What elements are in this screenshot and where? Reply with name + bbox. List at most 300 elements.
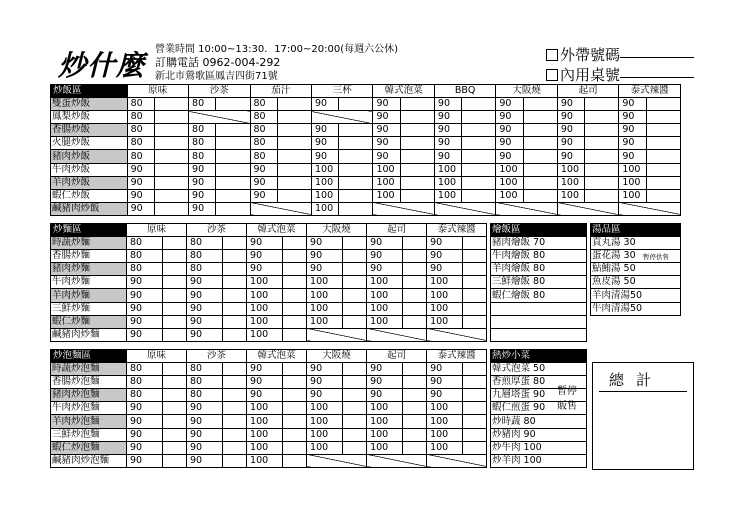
quantity-cell[interactable] [163, 237, 187, 250]
quantity-cell[interactable] [463, 428, 487, 441]
quantity-cell[interactable] [163, 415, 187, 428]
side-item[interactable]: 香煎厚蛋 80 [491, 376, 587, 389]
price-cell: 100 [367, 302, 403, 315]
quantity-cell[interactable] [163, 302, 187, 315]
price-cell: 90 [127, 289, 163, 302]
price-cell: 90 [189, 163, 216, 176]
price-cell: 90 [496, 98, 523, 111]
quantity-cell[interactable] [223, 389, 247, 402]
price-cell: 100 [247, 441, 283, 454]
unavailable-cell [427, 328, 487, 341]
price-cell: 90 [427, 250, 463, 263]
unavailable-cell [311, 111, 372, 124]
quantity-cell[interactable] [400, 137, 434, 150]
quantity-cell[interactable] [154, 98, 188, 111]
side-row [591, 263, 681, 276]
menu-row [51, 137, 681, 150]
quantity-cell[interactable] [154, 176, 188, 189]
unavailable-cell [367, 328, 427, 341]
quantity-cell[interactable] [403, 276, 427, 289]
quantity-cell[interactable] [462, 150, 496, 163]
quantity-cell[interactable] [343, 376, 367, 389]
quantity-cell[interactable] [585, 163, 619, 176]
price-cell: 90 [307, 237, 343, 250]
quantity-cell[interactable] [343, 428, 367, 441]
quantity-cell[interactable] [163, 263, 187, 276]
quantity-cell[interactable] [343, 363, 367, 376]
quantity-cell[interactable] [646, 98, 680, 111]
price-cell: 80 [187, 376, 223, 389]
price-cell: 80 [127, 150, 154, 163]
price-cell: 100 [367, 289, 403, 302]
quantity-cell[interactable] [283, 237, 307, 250]
quantity-cell[interactable] [585, 150, 619, 163]
quantity-cell[interactable] [523, 124, 557, 137]
quantity-cell[interactable] [343, 289, 367, 302]
quantity-cell[interactable] [283, 428, 307, 441]
quantity-cell[interactable] [223, 415, 247, 428]
price-cell: 100 [307, 441, 343, 454]
price-cell: 100 [367, 402, 403, 415]
price-cell: 90 [373, 137, 400, 150]
quantity-cell[interactable] [403, 237, 427, 250]
quantity-cell[interactable] [523, 137, 557, 150]
empty-row [491, 328, 587, 341]
quantity-cell[interactable] [339, 189, 373, 202]
quantity-cell[interactable] [462, 137, 496, 150]
unavailable-cell [496, 202, 557, 215]
quantity-cell[interactable] [403, 389, 427, 402]
side-row [591, 302, 681, 315]
quantity-cell[interactable] [277, 150, 311, 163]
takeout-number [546, 44, 694, 65]
quantity-cell[interactable] [223, 428, 247, 441]
side-row [491, 315, 587, 328]
menu-row [51, 389, 487, 402]
price-cell: 100 [307, 276, 343, 289]
side-item[interactable]: 九層塔蛋 90 [491, 389, 587, 402]
quantity-cell[interactable] [216, 137, 250, 150]
quantity-cell[interactable] [283, 250, 307, 263]
quantity-cell[interactable] [403, 441, 427, 454]
price-cell: 100 [247, 276, 283, 289]
item-name: 香腸炒泡麵 [51, 376, 127, 389]
quantity-cell[interactable] [463, 263, 487, 276]
soup-suspend-note: 暫停供售 [643, 253, 669, 261]
price-cell: 80 [127, 237, 163, 250]
quantity-cell[interactable] [462, 163, 496, 176]
side-row [491, 276, 587, 289]
price-cell: 90 [557, 150, 584, 163]
item-name: 豬肉炒泡麵 [51, 389, 127, 402]
quantity-cell[interactable] [163, 376, 187, 389]
price-cell: 90 [557, 98, 584, 111]
item-name: 香腸炒飯 [51, 124, 128, 137]
quantity-cell[interactable] [277, 189, 311, 202]
price-cell: 100 [311, 202, 338, 215]
quantity-cell[interactable] [343, 315, 367, 328]
quantity-cell[interactable] [403, 428, 427, 441]
quantity-cell[interactable] [462, 176, 496, 189]
unavailable-cell [189, 111, 250, 124]
quantity-cell[interactable] [277, 124, 311, 137]
flavor-header: 原味 [127, 224, 187, 237]
price-cell: 80 [250, 124, 277, 137]
quantity-cell[interactable] [163, 389, 187, 402]
quantity-cell[interactable] [646, 150, 680, 163]
quantity-cell[interactable] [283, 315, 307, 328]
quantity-cell[interactable] [585, 111, 619, 124]
item-name: 牛肉炒麵 [51, 276, 127, 289]
price-cell: 100 [247, 315, 283, 328]
price-cell: 100 [434, 189, 461, 202]
quantity-cell[interactable] [223, 276, 247, 289]
item-name: 蝦仁炒飯 [51, 189, 128, 202]
price-cell: 100 [367, 428, 403, 441]
quantity-cell[interactable] [339, 202, 373, 215]
price-cell: 90 [496, 150, 523, 163]
quantity-cell[interactable] [223, 363, 247, 376]
price-cell: 90 [496, 111, 523, 124]
price-cell: 90 [250, 189, 277, 202]
quantity-cell[interactable] [403, 263, 427, 276]
quantity-cell[interactable] [154, 189, 188, 202]
price-cell: 90 [373, 111, 400, 124]
price-cell: 90 [434, 111, 461, 124]
quantity-cell[interactable] [339, 124, 373, 137]
price-cell: 100 [427, 428, 463, 441]
flavor-header: 韓式泡菜 [247, 350, 307, 363]
quantity-cell[interactable] [463, 402, 487, 415]
price-cell: 80 [127, 263, 163, 276]
quantity-cell[interactable] [339, 98, 373, 111]
menu-row [51, 276, 487, 289]
side-item[interactable]: 羊肉燴飯 80 [491, 263, 587, 276]
quantity-cell[interactable] [339, 163, 373, 176]
price-cell: 100 [311, 189, 338, 202]
quantity-cell[interactable] [523, 163, 557, 176]
price-cell: 100 [373, 163, 400, 176]
quantity-cell[interactable] [463, 315, 487, 328]
quantity-cell[interactable] [400, 150, 434, 163]
quantity-cell[interactable] [283, 263, 307, 276]
quantity-cell[interactable] [646, 176, 680, 189]
quantity-cell[interactable] [646, 111, 680, 124]
item-name: 羊肉炒麵 [51, 289, 127, 302]
quantity-cell[interactable] [403, 315, 427, 328]
item-name: 蝦仁炒麵 [51, 315, 127, 328]
quantity-cell[interactable] [283, 302, 307, 315]
side-item[interactable]: 豬肉燴飯 70 [491, 237, 587, 250]
quantity-cell[interactable] [277, 137, 311, 150]
quantity-cell[interactable] [223, 237, 247, 250]
side-item[interactable]: 魚皮湯 50 [591, 276, 681, 289]
quantity-cell[interactable] [343, 250, 367, 263]
menu-row [51, 415, 487, 428]
quantity-cell[interactable] [223, 315, 247, 328]
price-cell: 80 [250, 150, 277, 163]
quantity-cell[interactable] [339, 137, 373, 150]
quantity-cell[interactable] [403, 363, 427, 376]
quantity-cell[interactable] [216, 163, 250, 176]
quantity-cell[interactable] [163, 315, 187, 328]
side-item[interactable]: 三鮮燴飯 80 [491, 276, 587, 289]
price-cell: 90 [373, 150, 400, 163]
item-name: 豬肉炒飯 [51, 150, 128, 163]
menu-row [51, 250, 487, 263]
price-cell: 90 [367, 389, 403, 402]
quantity-cell[interactable] [277, 111, 311, 124]
quantity-cell[interactable] [223, 289, 247, 302]
quantity-cell[interactable] [216, 150, 250, 163]
quantity-cell[interactable] [343, 263, 367, 276]
quantity-cell[interactable] [463, 250, 487, 263]
quantity-cell[interactable] [646, 137, 680, 150]
quantity-cell[interactable] [646, 189, 680, 202]
quantity-cell[interactable] [463, 237, 487, 250]
side-row [591, 289, 681, 302]
quantity-cell[interactable] [216, 98, 250, 111]
quantity-cell[interactable] [163, 428, 187, 441]
quantity-cell[interactable] [163, 454, 187, 467]
quantity-cell[interactable] [400, 189, 434, 202]
quantity-cell[interactable] [463, 441, 487, 454]
flavor-header: 泰式辣醬 [619, 85, 681, 98]
quantity-cell[interactable] [283, 328, 307, 341]
quantity-cell[interactable] [277, 163, 311, 176]
price-cell: 100 [373, 189, 400, 202]
quantity-cell[interactable] [585, 189, 619, 202]
side-suspend-note: 暫停販售 [557, 386, 577, 412]
quantity-cell[interactable] [223, 302, 247, 315]
quantity-cell[interactable] [523, 111, 557, 124]
price-cell: 90 [127, 328, 163, 341]
quantity-cell[interactable] [283, 454, 307, 467]
quantity-cell[interactable] [343, 415, 367, 428]
quantity-cell[interactable] [216, 176, 250, 189]
menu-row [51, 302, 487, 315]
quantity-cell[interactable] [585, 124, 619, 137]
takeout-checkbox[interactable] [546, 49, 558, 61]
price-cell: 100 [427, 441, 463, 454]
price-cell: 100 [427, 289, 463, 302]
price-cell: 100 [434, 163, 461, 176]
price-cell: 90 [187, 454, 223, 467]
quantity-cell[interactable] [163, 328, 187, 341]
quantity-cell[interactable] [403, 415, 427, 428]
quantity-cell[interactable] [163, 289, 187, 302]
quantity-cell[interactable] [216, 189, 250, 202]
price-cell: 80 [189, 150, 216, 163]
quantity-cell[interactable] [403, 250, 427, 263]
quantity-cell[interactable] [223, 454, 247, 467]
price-cell: 100 [557, 163, 584, 176]
quantity-cell[interactable] [646, 124, 680, 137]
quantity-cell[interactable] [463, 389, 487, 402]
quantity-cell[interactable] [403, 376, 427, 389]
quantity-cell[interactable] [154, 163, 188, 176]
dinein-blank [620, 64, 694, 78]
price-cell: 80 [127, 363, 163, 376]
quantity-cell[interactable] [403, 302, 427, 315]
quantity-cell[interactable] [585, 98, 619, 111]
quantity-cell[interactable] [400, 98, 434, 111]
price-cell: 90 [427, 237, 463, 250]
quantity-cell[interactable] [154, 124, 188, 137]
quantity-cell[interactable] [163, 276, 187, 289]
side-item[interactable]: 羊肉清湯50 [591, 289, 681, 302]
quantity-cell[interactable] [343, 237, 367, 250]
quantity-cell[interactable] [163, 402, 187, 415]
price-cell: 90 [127, 454, 163, 467]
price-cell: 90 [557, 137, 584, 150]
quantity-cell[interactable] [339, 150, 373, 163]
side-item[interactable]: 炒時蔬 80 [491, 415, 587, 428]
quantity-cell[interactable] [223, 263, 247, 276]
quantity-cell[interactable] [463, 302, 487, 315]
price-cell: 80 [250, 137, 277, 150]
price-cell: 90 [427, 263, 463, 276]
quantity-cell[interactable] [463, 376, 487, 389]
quantity-cell[interactable] [400, 111, 434, 124]
quantity-cell[interactable] [400, 163, 434, 176]
quantity-cell[interactable] [463, 363, 487, 376]
quantity-cell[interactable] [283, 276, 307, 289]
quantity-cell[interactable] [523, 98, 557, 111]
total-box [592, 362, 694, 470]
price-cell: 80 [127, 250, 163, 263]
price-cell: 80 [189, 137, 216, 150]
price-cell: 90 [250, 163, 277, 176]
price-cell: 100 [367, 441, 403, 454]
price-cell: 100 [367, 415, 403, 428]
takeout-blank [620, 44, 694, 58]
quantity-cell[interactable] [223, 402, 247, 415]
quantity-cell[interactable] [154, 150, 188, 163]
flavor-header: 泰式辣醬 [427, 224, 487, 237]
quantity-cell[interactable] [343, 402, 367, 415]
price-cell: 80 [250, 111, 277, 124]
quantity-cell[interactable] [462, 189, 496, 202]
quantity-cell[interactable] [400, 176, 434, 189]
stew-rice-table [490, 223, 587, 342]
side-item[interactable]: 蛋花湯 30 [591, 250, 681, 263]
flavor-header: 起司 [367, 224, 427, 237]
side-item[interactable]: 炒牛肉 100 [491, 441, 587, 454]
side-item[interactable]: 韓式泡菜 50 [491, 363, 587, 376]
price-cell: 100 [311, 163, 338, 176]
quantity-cell[interactable] [462, 124, 496, 137]
quantity-cell[interactable] [154, 202, 188, 215]
quantity-cell[interactable] [403, 289, 427, 302]
quantity-cell[interactable] [283, 376, 307, 389]
quantity-cell[interactable] [523, 150, 557, 163]
quantity-cell[interactable] [283, 389, 307, 402]
quantity-cell[interactable] [223, 328, 247, 341]
quantity-cell[interactable] [154, 111, 188, 124]
quantity-cell[interactable] [216, 202, 250, 215]
menu-row [51, 315, 487, 328]
price-cell: 90 [619, 124, 646, 137]
quantity-cell[interactable] [463, 415, 487, 428]
price-cell: 90 [496, 137, 523, 150]
flavor-header: 沙茶 [187, 350, 247, 363]
price-cell: 100 [619, 163, 646, 176]
quantity-cell[interactable] [163, 363, 187, 376]
quantity-cell[interactable] [585, 176, 619, 189]
quantity-cell[interactable] [223, 441, 247, 454]
quantity-cell[interactable] [523, 176, 557, 189]
price-cell: 100 [496, 163, 523, 176]
side-item[interactable]: 鮎鮪湯 50 [591, 263, 681, 276]
quantity-cell[interactable] [343, 302, 367, 315]
side-item[interactable]: 蝦仁燴飯 80 [491, 289, 587, 302]
price-cell: 90 [427, 363, 463, 376]
quantity-cell[interactable] [403, 402, 427, 415]
quantity-cell[interactable] [462, 111, 496, 124]
quantity-cell[interactable] [462, 98, 496, 111]
quantity-cell[interactable] [163, 250, 187, 263]
side-item[interactable]: 牛肉清湯50 [591, 302, 681, 315]
quantity-cell[interactable] [343, 276, 367, 289]
price-cell: 90 [187, 302, 223, 315]
menu-row [51, 363, 487, 376]
quantity-cell[interactable] [283, 363, 307, 376]
price-cell: 100 [427, 315, 463, 328]
quantity-cell[interactable] [283, 289, 307, 302]
side-item[interactable]: 炒豬肉 90 [491, 428, 587, 441]
quantity-cell[interactable] [283, 402, 307, 415]
unavailable-cell [307, 454, 367, 467]
quantity-cell[interactable] [277, 176, 311, 189]
menu-row [51, 402, 487, 415]
quantity-cell[interactable] [585, 137, 619, 150]
quantity-cell[interactable] [339, 176, 373, 189]
quantity-cell[interactable] [154, 137, 188, 150]
phone-number: 訂購電話 0962-004-292 [155, 56, 281, 69]
quantity-cell[interactable] [283, 415, 307, 428]
price-cell: 90 [311, 124, 338, 137]
price-cell: 90 [311, 150, 338, 163]
quantity-cell[interactable] [283, 441, 307, 454]
price-cell: 100 [307, 402, 343, 415]
side-item[interactable]: 炒羊肉 100 [491, 454, 587, 467]
item-name: 鹹豬肉炒泡麵 [51, 454, 127, 467]
quantity-cell[interactable] [216, 124, 250, 137]
dinein-checkbox[interactable] [546, 69, 558, 81]
price-cell: 90 [619, 137, 646, 150]
side-item[interactable]: 貢丸湯 30 [591, 237, 681, 250]
price-cell: 90 [247, 389, 283, 402]
price-cell: 100 [247, 402, 283, 415]
quantity-cell[interactable] [223, 376, 247, 389]
quantity-cell[interactable] [463, 276, 487, 289]
quantity-cell[interactable] [343, 389, 367, 402]
quantity-cell[interactable] [646, 163, 680, 176]
side-item[interactable]: 蝦仁煎蛋 90 [491, 402, 587, 415]
quantity-cell[interactable] [523, 189, 557, 202]
quantity-cell[interactable] [400, 124, 434, 137]
quantity-cell[interactable] [343, 441, 367, 454]
section-title: 燴飯區 [491, 224, 587, 237]
flavor-header: 大阪燒 [307, 224, 367, 237]
quantity-cell[interactable] [223, 250, 247, 263]
menu-row [51, 454, 487, 467]
quantity-cell[interactable] [163, 441, 187, 454]
side-item[interactable]: 牛肉燴飯 80 [491, 250, 587, 263]
quantity-cell[interactable] [277, 98, 311, 111]
quantity-cell[interactable] [463, 289, 487, 302]
